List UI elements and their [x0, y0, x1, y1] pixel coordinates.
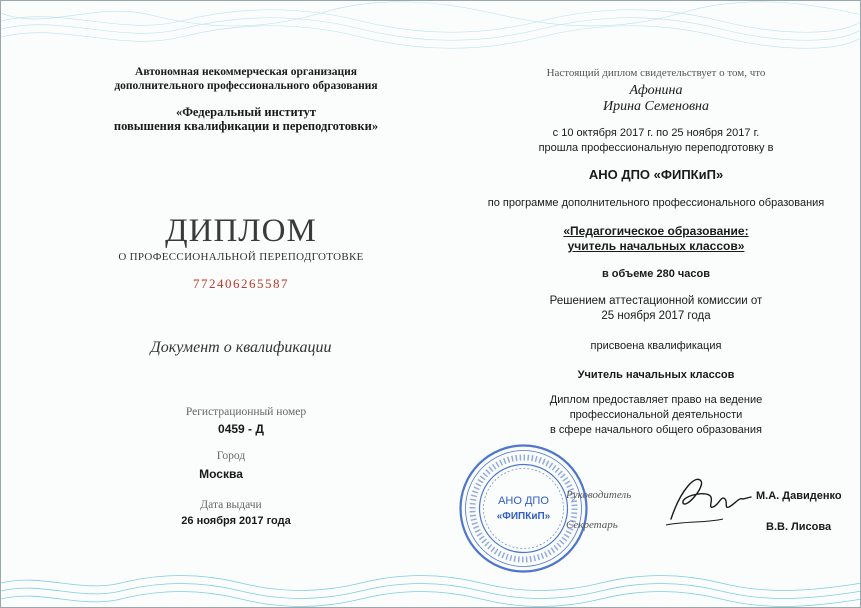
- diploma-title: ДИПЛОМ: [165, 213, 317, 249]
- institute-name-line2: повышения квалификации и переподготовки»: [113, 119, 379, 133]
- director-signature: [661, 469, 756, 529]
- registration-value: 0459 - Д: [218, 422, 264, 436]
- city-label: Город: [216, 450, 246, 462]
- signatory-name-secretary: В.В. Лисова: [766, 521, 832, 533]
- issue-date-label: Дата выдачи: [200, 499, 262, 511]
- issue-date-value: 26 ноября 2017 года: [181, 515, 291, 527]
- signatory-role-director: Руководитель: [566, 489, 632, 501]
- rights-line3: в сфере начального общего образования: [550, 424, 762, 436]
- signatory-role-secretary: Секретарь: [566, 519, 618, 531]
- org-type-line1: Автономная некоммерческая организация: [135, 66, 357, 78]
- commission-decision-line2: 25 ноября 2017 года: [601, 310, 711, 322]
- qualification-name: Учитель начальных классов: [577, 369, 735, 381]
- signatory-name-director: М.А. Давиденко: [756, 490, 842, 502]
- guilloche-border-bottom: [1, 571, 861, 607]
- city-value: Москва: [199, 467, 243, 481]
- training-dates: с 10 октября 2017 г. по 25 ноября 2017 г.: [552, 127, 760, 139]
- program-name-line1: «Педагогическое образование:: [563, 224, 749, 238]
- qualification-assigned: присвоена квалификация: [590, 340, 722, 352]
- document-type: Документ о квалификации: [150, 339, 332, 356]
- registration-label: Регистрационный номер: [185, 406, 307, 418]
- rights-line2: профессиональной деятельности: [569, 409, 743, 421]
- stamp-text-line2: «ФИПКиП»: [496, 511, 551, 522]
- training-organization: АНО ДПО «ФИПКиП»: [588, 167, 724, 182]
- certification-intro: Настоящий диплом свидетельствует о том, что: [546, 67, 766, 79]
- program-name-line2: учитель начальных классов»: [567, 239, 745, 253]
- institute-name-line1: «Федеральный институт: [175, 105, 317, 119]
- stamp-text-line1: АНО ДПО: [498, 495, 549, 507]
- holder-surname: Афонина: [629, 83, 683, 98]
- diploma-subtitle: О ПРОФЕССИОНАЛЬНОЙ ПЕРЕПОДГОТОВКЕ: [118, 251, 364, 263]
- rights-line1: Диплом предоставляет право на ведение: [549, 394, 763, 406]
- program-hours: в объеме 280 часов: [601, 268, 710, 280]
- training-statement: прошла профессиональную переподготовку в: [538, 142, 774, 154]
- program-intro: по программе дополнительного профессионального образования: [487, 197, 825, 209]
- serial-number: 772406265587: [193, 276, 289, 291]
- commission-decision-line1: Решением аттестационной комиссии от: [549, 295, 763, 307]
- organization-stamp: [456, 441, 591, 576]
- holder-given-names: Ирина Семеновна: [603, 99, 709, 114]
- guilloche-border-top: [1, 1, 861, 61]
- org-type-line2: дополнительного профессионального образования: [114, 80, 378, 92]
